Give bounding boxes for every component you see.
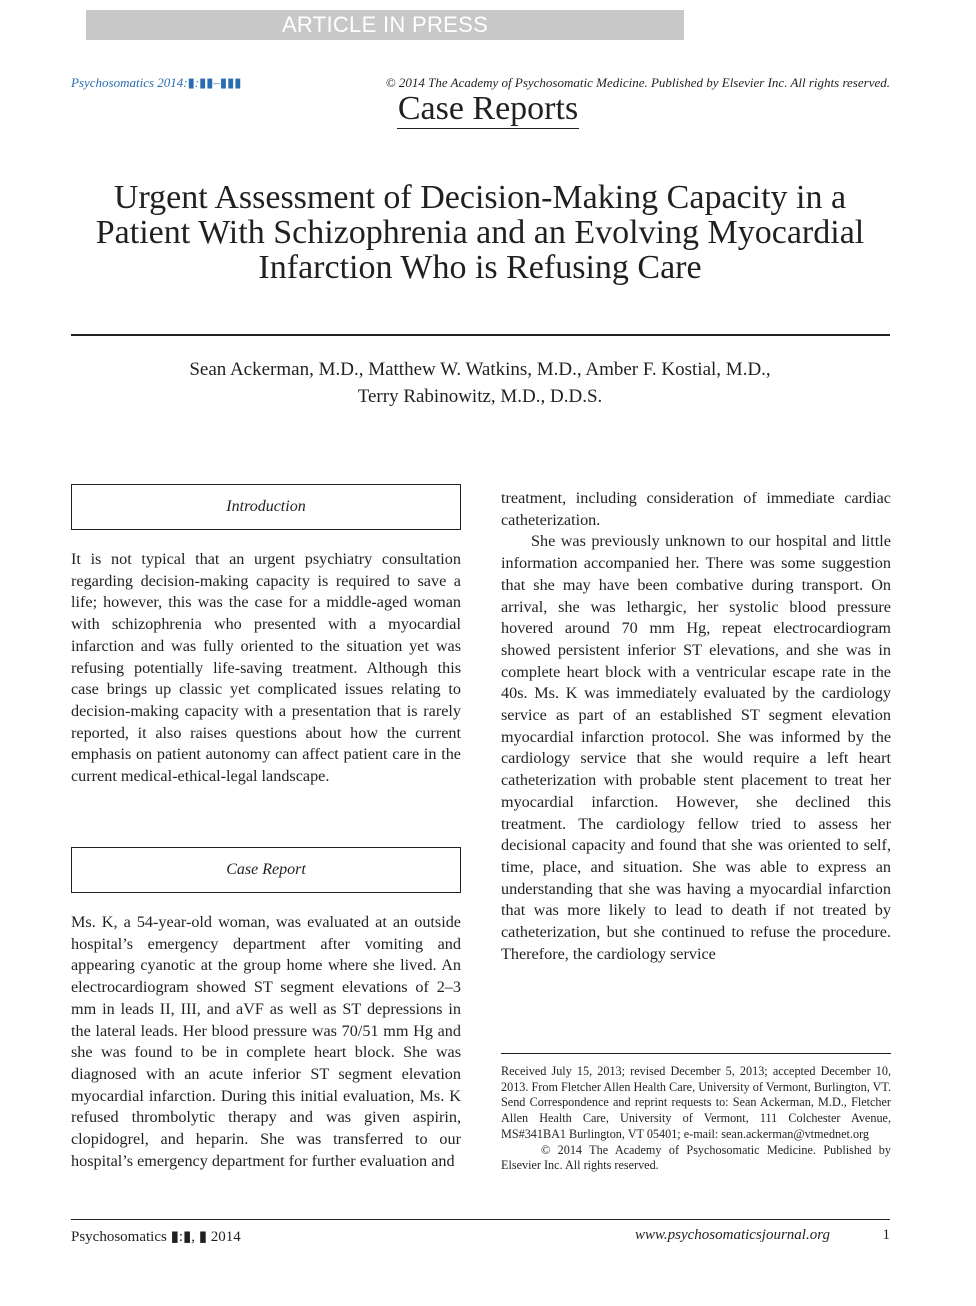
title-line: Urgent Assessment of Decision-Making Capacity in a — [113, 179, 847, 216]
case-report-paragraph-2: She was previously unknown to our hospital and little information accompanied her. There was some suggestion that she may have been combative during transport. On arrival, she was lethargic, her systolic blood pressure hovered around 70 mm Hg, repeat electrocardiogram showed persistent inferior ST elevations, and she was in complete heart block with a ventricular escape rate in the 40s. Ms. K was immediately evaluated by the cardiology service as part of an established ST segment elevation myocardial infarction protocol. She was informed by the cardiology service that she would require a left heart catheterization with probable stent placement to treat her myocardial infarction. However, she declined this treatment. The cardiology fellow tried to assess her decisional capacity and found that she was oriented to self, time, place, and situation. She was able to express an understanding that she was having a myocardial infarction that was more likely to lead to death if not treated by catheterization, but she continued to refuse the procedure. Therefore, the cardiology service — [501, 532, 891, 963]
author-list — [80, 356, 880, 410]
journal-citation-link[interactable]: Psychosomatics 2014:▮:▮▮–▮▮▮ — [71, 75, 242, 90]
footer-divider — [71, 1219, 890, 1220]
title-line: Patient With Schizophrenia and an Evolving Myocardial — [95, 214, 865, 251]
authors-line: Terry Rabinowitz, M.D., D.D.S. — [357, 386, 603, 407]
article-footnote — [501, 1064, 891, 1174]
header-copyright: © 2014 The Academy of Psychosomatic Medicine. Published by Elsevier Inc. All rights reserved. — [385, 75, 890, 90]
footer-journal: Psychosomatics ▮:▮, ▮ 2014 — [71, 1229, 241, 1245]
authors-line: Sean Ackerman, M.D., Matthew W. Watkins, M.D., Amber F. Kostial, M.D., — [189, 359, 771, 380]
continuation-paragraph: treatment, including consideration of immediate cardiac catheterization. — [501, 489, 891, 529]
introduction-body — [71, 549, 461, 788]
case-report-heading: Case Report — [71, 847, 461, 893]
title-divider — [71, 334, 890, 336]
journal-url-link[interactable]: www.psychosomaticsjournal.org — [634, 1227, 830, 1243]
case-report-body — [71, 912, 461, 1172]
section-type-label: Case Reports — [397, 90, 579, 127]
article-title — [60, 180, 900, 285]
right-column-body — [501, 488, 891, 965]
case-report-paragraph: Ms. K, a 54-year-old woman, was evaluated at an outside hospital’s emergency department after vomiting and appearing cyanotic at the group home where she lived. An electrocardiogram showed ST segment elevations of 2–3 mm in leads II, III, and aVF as well as ST depressions in the lateral leads. Her blood pressure was 70/51 mm Hg and she was found to be in complete heart block. She was diagnosed with an acute inferior ST segment elevation myocardial infarction. During this initial evaluation, Ms. K refused thrombolytic therapy and was given aspirin, clopidogrel, and heparin. She was transferred to our hospital’s emergency department for further evaluation and — [71, 913, 461, 1170]
introduction-paragraph: It is not typical that an urgent psychiatry consultation regarding decision-making capacity is required to save a life; however, this was the case for a middle-aged woman with schizophrenia who presented with a myocardial infarction and was fully oriented to the situation yet was refusing potentially life-saving treatment. Although this case brings up classic yet complicated issues relating to decision-making capacity with a presentation that is rarely reported, it also raises questions about how the current emphasis on patient autonomy can affect patient care in the current medical-ethical-legal landscape. — [71, 550, 461, 786]
introduction-heading: Introduction — [71, 484, 461, 530]
article-in-press-banner: ARTICLE IN PRESS — [86, 10, 684, 40]
footnote-received: Received July 15, 2013; revised December 5, 2013; accepted December 10, 2013. From Fletcher Allen Health Care, University of Vermont, Burlington, VT. Send Correspondence and reprint requests to: Sean Ackerman, M.D., Fletcher Allen Health Care, University of Vermont, 111 Colchester Avenue, MS#341BA1 Burlington, VT 05401; e-mail: sean.ackerman@vtmednet.org — [501, 1064, 891, 1141]
footnote-copyright: © 2014 The Academy of Psychosomatic Medicine. Published by Elsevier Inc. All rights reserved. — [501, 1142, 891, 1173]
page-number: 1 — [882, 1227, 890, 1243]
footnote-divider — [501, 1053, 891, 1054]
section-type-heading — [0, 90, 976, 128]
title-line: Infarction Who is Refusing Care — [258, 249, 702, 286]
